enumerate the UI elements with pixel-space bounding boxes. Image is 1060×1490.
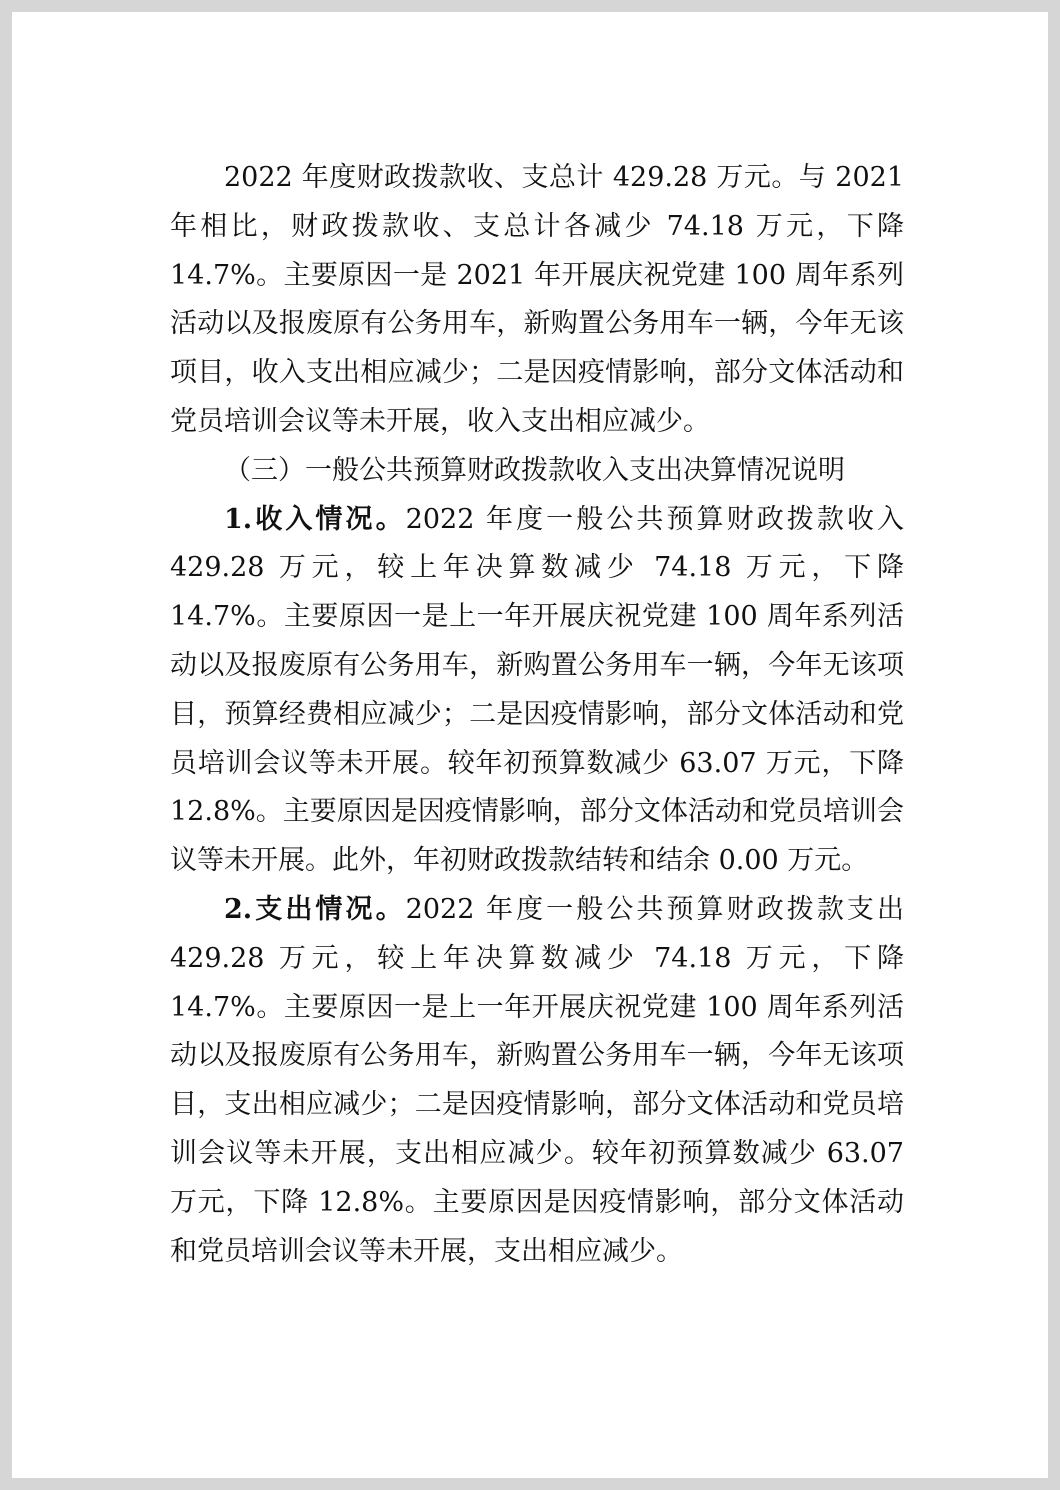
expense-lead: 2.支出情况。 — [224, 893, 406, 925]
expense-text: 2022 年度一般公共预算财政拨款支出 429.28 万元，较上年决算数减少 74.18 万元，下降 14.7%。主要原因一是上一年开展庆祝党建 100 周年系列活动以及报废原有公务用车，新购置公务用车一辆，今年无该项目，支出相应减少；二是因疫情影响，部分文体活动和党员培训会议等未开展，支出相应减少。较年初预算数减少 63.07 万元，下降 12.8%。主要原因是因疫情影响，部分文体活动和党员培训会议等未开展，支出相应减少。 — [170, 893, 905, 1267]
document-body — [170, 154, 904, 1276]
paragraph-overview — [170, 154, 904, 447]
document-page — [12, 12, 1048, 1478]
paragraph-overview-text: 2022 年度财政拨款收、支总计 429.28 万元。与 2021 年相比，财政拨款收、支总计各减少 74.18 万元，下降 14.7%。主要原因一是 2021 年开展庆祝党建 100 周年系列活动以及报废原有公务用车，新购置公务用车一辆，今年无该项目，收入支出相应减少；二是因疫情影响，部分文体活动和党员培训会议等未开展，收入支出相应减少。 — [170, 162, 904, 437]
paragraph-income — [170, 496, 904, 886]
section-heading-text: （三）一般公共预算财政拨款收入支出决算情况说明 — [224, 454, 845, 486]
income-lead: 1.收入情况。 — [224, 503, 406, 535]
income-text: 2022 年度一般公共预算财政拨款收入 429.28 万元，较上年决算数减少 74.18 万元，下降 14.7%。主要原因一是上一年开展庆祝党建 100 周年系列活动以及报废原有公务用车，新购置公务用车一辆，今年无该项目，预算经费相应减少；二是因疫情影响，部分文体活动和党员培训会议等未开展。较年初预算数减少 63.07 万元，下降 12.8%。主要原因是因疫情影响，部分文体活动和党员培训会议等未开展。此外，年初财政拨款结转和结余 0.00 万元。 — [170, 503, 905, 877]
section-heading — [170, 447, 904, 496]
paragraph-expense — [170, 886, 904, 1276]
